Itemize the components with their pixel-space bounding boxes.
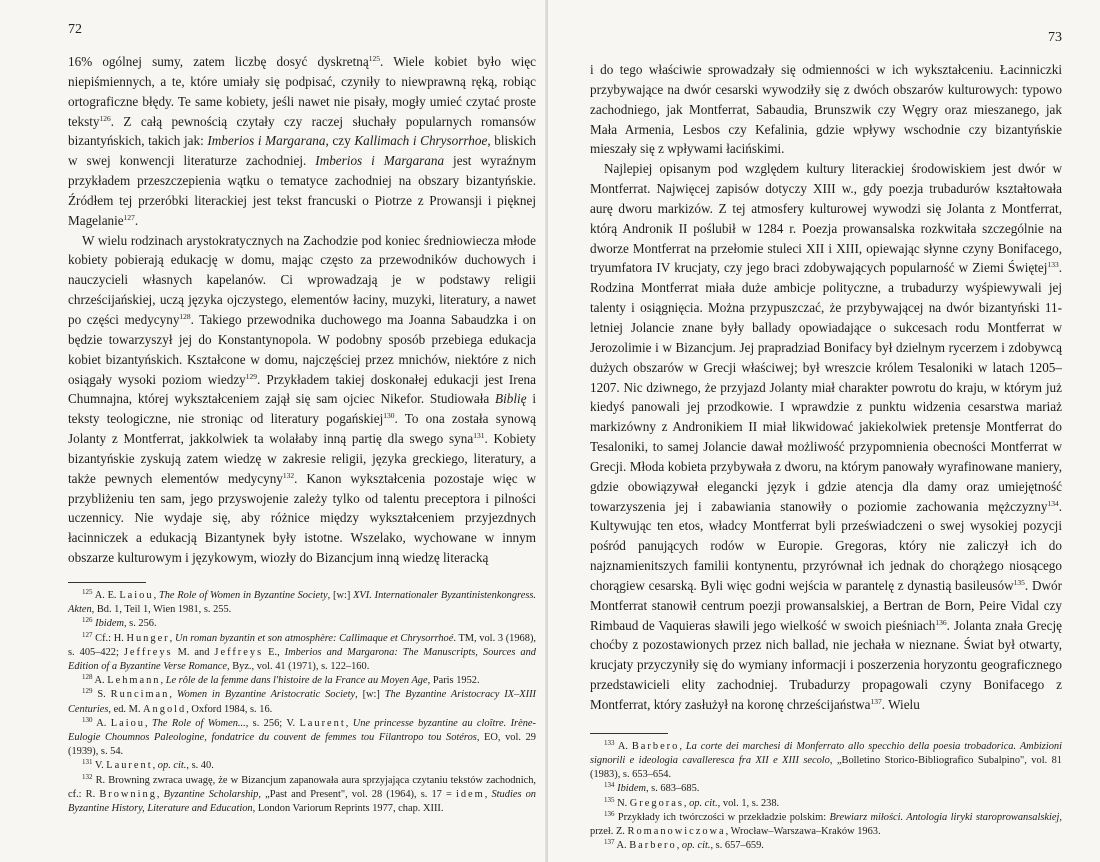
footnote-reference: 136 (935, 617, 947, 627)
text-run: , s. 40. (186, 760, 214, 772)
italic-title: Women in Byzantine Aristocratic Society (176, 689, 356, 701)
italic-title: Biblię (495, 391, 527, 407)
author-name: Jeffreys (123, 646, 173, 658)
footnote (590, 740, 1062, 783)
text-run: , przeł. Z. (590, 811, 1062, 838)
text-run: V. (92, 760, 107, 772)
text-run: A. (614, 840, 630, 852)
italic-title: op. cit. (157, 760, 187, 772)
paragraph (68, 231, 536, 568)
text-run: , s. 657–659. (710, 840, 764, 852)
text-run: . TM, vol. 3 (1968), s. 405–422; (68, 632, 536, 658)
footnote-number: 130 (82, 715, 93, 724)
text-run: , bliskich w swej konwencji literaturze zachodniej. (68, 133, 537, 169)
text-run: A. E. (92, 589, 120, 601)
text-run: S. (92, 689, 111, 701)
footnote-reference: 135 (1013, 577, 1025, 587)
text-run: W wielu rodzinach arystokratycznych na Zachodzie pod koniec średniowiecza młode kobiety pobierają edukację w domu, mając często za przewodników duchowych i nauczycieli własnych kapelanów. Ci wprowadzają je w podstawy religii chrześcijańskiej, uczą języka ojczystego, elementów łaciny, muzyki, literatury, a nawet po części medycyny (68, 232, 536, 327)
page-number-left: 72 (68, 22, 82, 37)
text-run: Cf.: H. (92, 632, 127, 644)
italic-title: Studies on Byzantine History, Literature and Education (68, 788, 536, 814)
paragraph (68, 52, 536, 231)
footnote (68, 674, 536, 688)
text-run: R. Browning zwraca uwagę, że w Bizancjum zapanowała aura sprzyjająca czytaniu tekstów zachodnich, cf.: R. (68, 774, 536, 800)
author-name: Angold (143, 703, 187, 715)
text-run: , s. 683–685. (645, 783, 700, 795)
footnote-number: 136 (604, 809, 615, 818)
text-run: , (169, 632, 175, 644)
text-run: . Rodzina Montferrat miała duże ambicje polityczne, a trubadurzy wyśpiewywali jej talenty i osiągnięcia. Można przypuszczać, że przybywającej na dwór bizantyński 11-letniej Jolancie znane były ballady opowiadające o sukcesach rodu Montferrat w Jerozolimie i w Bizancjum. Jej prapradziad Bonifacy był dzielnym rycerzem i zdobywcą dużych obszarów w Grecji właściwej; był wreszcie królem Tesaloniki w latach 1205–1207. Nic dziwnego, że przyjazd Jolanty miał charakter powrotu do kraju, w którym już kiedyś panowali jej przodkowie. I wprawdzie z punktu widzenia cesarstwa mariaż markizówny z Andronikiem II miał likwidować jakiekolwiek pretensje Montferrat do Tesaloniki, to samej Jolancie dawał możliwość przypomnienia obecności Montferrat w Grecji. Młoda kobieta przybywała z dworu, na którym panowały wyrafinowane maniery, gdzie obowiązywał elegancki język i gdzie atencja dla damy oraz umiejętność towarzyszenia jej i zabawiania stanowiły o poziomie zachowania mężczyzny (590, 260, 1062, 514)
text-run: , (160, 675, 166, 687)
text-run: , Oxford 1984, s. 16. (186, 703, 273, 715)
footnote-reference: 129 (245, 371, 258, 381)
author-name: Lehmann (107, 675, 161, 687)
text-run: , Wrocław–Warszawa–Kraków 1963. (725, 826, 881, 838)
footnote (590, 811, 1062, 839)
footnotes-left (68, 589, 536, 816)
text-run: . (134, 212, 139, 228)
footnote (590, 782, 1062, 796)
text-run: , czy (325, 133, 355, 149)
footnote-reference: 132 (282, 470, 295, 480)
footnote-reference: 133 (1047, 260, 1059, 270)
text-run: , (153, 589, 159, 601)
text-run: , EO, vol. 29 (1939), s. 54. (68, 731, 536, 758)
text-run: N. (614, 797, 630, 809)
author-name: Browning (99, 788, 157, 800)
text-run: i do tego właściwie sprowadzały się odmienności w ich wykształceniu. Łacinniczki przybywające na dwór cesarski wywodziły się z dwóch obszarów kulturowych: typowo zachodniego, jak Montferrat, Sabaudia, Brunszwik czy Węgry oraz mieszanego, jak Mała Armenia, Lesbos czy Kefalinia, gdzie wpływy wschodnie czy bizantyńskie mieszały się z wpływami łacińskimi. (590, 62, 1062, 157)
footnote (68, 617, 536, 631)
footnote (68, 589, 536, 617)
footnote (68, 774, 536, 817)
text-run: , (145, 717, 152, 729)
footnote-number: 132 (82, 772, 93, 781)
italic-title: Byzantine Scholarship (163, 788, 259, 800)
italic-title: op. cit. (681, 840, 711, 852)
author-name: Barbero (629, 840, 677, 852)
author-name: Laiou (110, 717, 145, 729)
italic-title: La corte dei marchesi di Monferrato allo specchio della poesia trobadorica. Ambizioni signorili e ideologia cavalleresca fra XII e XIII secolo (590, 740, 1062, 767)
text-run: . Z całą pewnością czytały czy raczej słuchały popularnych romansów bizantyńskich, takich jak: (68, 113, 536, 149)
text-run: Najlepiej opisanym pod względem kultury literackiej środowiskiem jest dwór w Montferrat. Najwięcej zapisów dotyczy XIII w., gdy poezja trubadurów kształtowała aurę dworu markizów. Z tej atmosfery kulturowej wywodzi się Jolanta z Montferrat, którą Andronik II poślubił w 1284 r. Poezja prowansalska rozkwitała szczególnie na dworze Montferrat na przełomie stuleci XII i XIII, opiewając słynne czyny Bonifacego, tryumfatora IV krucjaty, czy jego braci zdobywających popularność w Ziemi Świętej (590, 161, 1062, 276)
text-run: , s. 256; V. (245, 717, 300, 729)
text-run: , Paris 1952. (427, 675, 480, 687)
text-run: , (683, 797, 690, 809)
text-run: Przykłady ich twórczości w przekładzie polskim: (614, 811, 830, 823)
footnote-number: 125 (82, 587, 93, 596)
footnotes-right (590, 740, 1062, 854)
body-text-left (68, 52, 536, 568)
footnote-reference: 131 (473, 431, 485, 441)
footnote-reference: 137 (870, 697, 882, 706)
paragraph (590, 159, 1062, 715)
italic-title: Ibidem (617, 783, 646, 795)
page-number-right: 73 (1048, 30, 1062, 45)
italic-title: Imberios and Margarona: The Manuscripts, Sources and Edition of a Byzantine Verse Romance (68, 646, 536, 672)
italic-title: The Role of Women... (151, 717, 246, 729)
footnote-number: 133 (604, 738, 615, 747)
footnote (68, 688, 536, 716)
text-run: , „Bolletino Storico-Bibliografico Subalpino", vol. 81 (1983), s. 653–654. (590, 755, 1063, 781)
footnote-number: 134 (604, 781, 615, 790)
text-run: , vol. 1, s. 238. (717, 797, 780, 809)
text-run: 16% ogólnej sumy, zatem liczbę dosyć dyskretną (68, 54, 369, 69)
italic-title: Le rôle de la femme dans l'histoire de la France au Moyen Age (165, 675, 428, 687)
text-run: . Kanon wykształcenia pozostaje więc w przybliżeniu ten sam, jego przyswojenie zależy tylko od talentu preceptora i pilności uczennicy. Nie wydaje się, aby różnice między wykształceniem przyjezdnych łacinniczek a edukacją Bizantynek były istotne. Wszelako, wychowane w innym obszarze kulturowym i językowym, wiozły do Bizancjum inną wiedzę literacką (68, 470, 536, 566)
footnote-separator (68, 582, 146, 583)
author-name: Runciman (110, 689, 170, 701)
footnote-reference: 125 (368, 54, 380, 63)
right-page (548, 0, 1100, 862)
italic-title: Kallimach i Chrysorrhoe (354, 133, 488, 149)
text-run: , London Variorum Reprints 1977, chap. XIII. (252, 802, 444, 814)
text-run: . Dwór Montferrat stanowił centrum poezji prowansalskiej, a Bertran de Born, Peire Vidal czy Rimbaud de Vaquieras sławili jego wielkość w swoich pieśniach (590, 577, 1062, 633)
footnote-reference: 134 (1047, 498, 1059, 508)
text-run: , [w:] (327, 589, 354, 601)
footnote (68, 632, 536, 675)
text-run: . Przykładem takiej doskonałej edukacji jest Irena Chumnajna, której wykształceniem zajął się sam ojciec Nikefor. Studiowała (68, 371, 536, 407)
text-run: , (169, 689, 177, 701)
text-run: . Jolanta znała Grecję choćby z pozostawionych przez nich ballad, nie jechała w nieznane. Świat był otwarty, krucjaty przyczyniły się do wymiany informacji i poszerzenia horyzontu geograficznego przedstawicieli elity zachodniej. Trubadurzy propagowali czyny Bonifacego z Montferrat, który zasłużył na koronę chrześcijaństwa (590, 617, 1062, 712)
author-name: Laiou (119, 589, 154, 601)
left-page (0, 0, 548, 862)
text-run: , s. 256. (123, 618, 157, 630)
footnote-reference: 126 (99, 113, 111, 123)
text-run: , (152, 760, 158, 772)
text-run: . Kobiety bizantyńskie zyskują zatem wiedzę w zakresie religii, języka greckiego, literatury, a także pewnych elementów medycyny (68, 431, 536, 486)
footnote-reference: 128 (179, 311, 191, 321)
footnote-separator (590, 733, 668, 734)
text-run: , [w:] (355, 689, 385, 701)
italic-title: op. cit. (689, 797, 718, 809)
text-run: E., (263, 646, 285, 658)
text-run: A. (614, 740, 632, 752)
footnote (68, 759, 536, 773)
footnote-number: 129 (82, 687, 93, 696)
footnote-number: 126 (82, 616, 93, 625)
text-run: , (156, 788, 164, 800)
italic-title: Ibidem (95, 618, 124, 630)
author-name: Barbero (631, 740, 680, 752)
author-name: Romanowiczowa (627, 826, 726, 838)
text-run: A. (92, 717, 111, 729)
author-name: Gregoras (629, 797, 684, 809)
text-run: . Kultywując ten etos, władcy Montferrat byli przeświadczeni o swej wysokiej pozycji pośród panujących rodów w Europie. Gregoras, który nie zaliczył ich do najznamienitszych familii kontynentu, przyrównał ich jednak do chorążego niosącego chorągiew cesarską. Byli więc godni wejścia w parantelę z dynastią basileusów (590, 498, 1062, 593)
text-run: , ed. M. (108, 703, 144, 715)
text-run: i teksty teologiczne, nie stroniąc od literatury pogańskiej (68, 391, 536, 427)
text-run: , Byz., vol. 41 (1971), s. 122–160. (227, 660, 370, 672)
text-run: , Bd. 1, Teil 1, Wien 1981, s. 255. (91, 604, 232, 616)
footnote (590, 797, 1062, 811)
author-name: Laurent (106, 760, 153, 772)
text-run: , (679, 740, 686, 752)
text-run: . Wielu (881, 697, 920, 712)
author-name: Jeffreys (214, 646, 264, 658)
footnote-reference: 127 (123, 212, 135, 222)
paragraph (590, 60, 1062, 159)
text-run: , (484, 788, 492, 800)
body-text-right (590, 60, 1062, 715)
footnote-number: 127 (82, 630, 93, 639)
author-name: Laurent (299, 717, 346, 729)
footnote-number: 137 (604, 838, 615, 847)
text-run: , „Past and Present", vol. 28 (1964), s. 17 = (258, 788, 456, 800)
author-name: Hunger (126, 632, 170, 644)
italic-title: Un roman byzantin et son atmosphère: Callimaque et Chrysorrhoé (174, 632, 454, 644)
footnote-number: 135 (604, 795, 615, 804)
footnote (68, 717, 536, 760)
footnote-number: 128 (82, 673, 93, 682)
italic-title: Imberios i Margarana (315, 153, 445, 169)
text-run: . Takiego przewodnika duchowego ma Joanna Sabaudzka i on będzie towarzyszył jej do Konstantynopola. W podobny sposób przebiega edukacja kobiet bizantyńskich. Kształcone w domu, najczęściej przez mnichów, niektóre z nich osiągały wysoki poziom wiedzy (68, 311, 536, 387)
italic-title: Une princesse byzantine au cloître. Irène-Eulogie Choumnos Paleologine, fondatrice du couvent de femmes tou Filantropo tou Sotéros (68, 717, 536, 743)
footnote (590, 839, 1062, 853)
footnote-number: 131 (82, 758, 93, 767)
text-run: A. (92, 675, 108, 687)
footnote-reference: 130 (383, 411, 395, 421)
text-run: . To ona została synową Jolanty z Montferrat, jakkolwiek ta wolałaby inną partię dla swego syna (68, 411, 536, 447)
italic-title: The Byzantine Aristocracy IX–XIII Centuries (68, 689, 536, 715)
italic-title: Imberios i Margarana (207, 133, 326, 149)
text-run: , (345, 717, 353, 729)
text-run: jest wyraźnym przykładem przeszczepienia wątku o tematyce zachodniej na obszary bizantyńskie. Źródłem tej przeróbki literackiej jest tekst francuski o Piotrze z Prowansji i pięknej Magelanie (68, 153, 536, 228)
italic-title: XVI. Internationaler Byzantinistenkongress. Akten (68, 589, 537, 616)
author-name: idem (455, 788, 485, 800)
text-run: , (676, 840, 682, 852)
italic-title: Brewiarz miłości. Antologia liryki staroprowansalskiej (829, 811, 1060, 823)
italic-title: The Role of Women in Byzantine Society (158, 589, 328, 601)
text-run: M. and (172, 646, 215, 658)
text-run: . Wiele kobiet było więc niepiśmiennych, a te, które umiały się podpisać, czyniły to niewprawną ręką, robiąc ortograficzne błędy. Te same kobiety, jeśli nawet nie pisały, mogły umieć czytać proste teksty (68, 54, 536, 129)
